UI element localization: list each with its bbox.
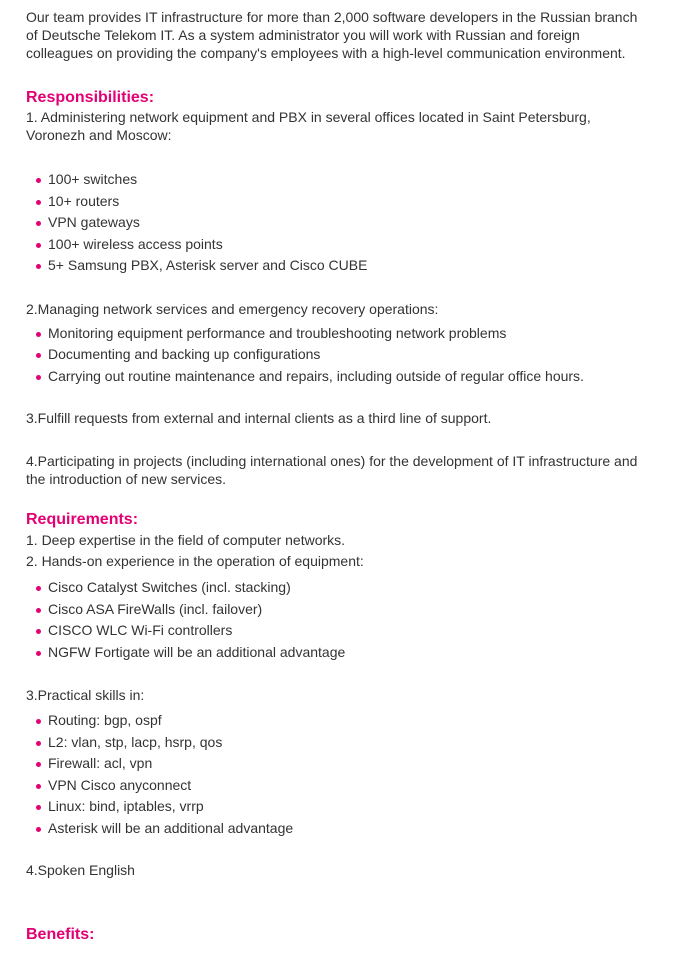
list-item: VPN Cisco anyconnect	[48, 775, 646, 797]
list-item: Documenting and backing up configurations	[48, 344, 646, 366]
responsibility-1-list	[26, 169, 646, 277]
list-item: Carrying out routine maintenance and repairs, including outside of regular office hours.	[48, 366, 646, 388]
list-item: 5+ Samsung PBX, Asterisk server and Cisco CUBE	[48, 255, 646, 277]
requirement-2: 2. Hands-on experience in the operation of equipment:	[26, 553, 364, 569]
list-item: Linux: bind, iptables, vrrp	[48, 796, 646, 818]
responsibility-1: 1. Administering network equipment and PBX in several offices located in Saint Petersburg, Voronezh and Moscow:	[26, 109, 591, 143]
list-item: 100+ wireless access points	[48, 234, 646, 256]
job-description	[26, 8, 646, 945]
list-item: Monitoring equipment performance and troubleshooting network problems	[48, 323, 646, 345]
list-item: 10+ routers	[48, 191, 646, 213]
responsibility-4: 4.Participating in projects (including international ones) for the development of IT infrastructure and the introduction of new services.	[26, 453, 638, 487]
list-item: 100+ switches	[48, 169, 646, 191]
requirement-3-list	[26, 710, 646, 839]
requirement-3: 3.Practical skills in:	[26, 687, 145, 703]
requirement-1: 1. Deep expertise in the field of computer networks.	[26, 532, 346, 548]
list-item: Firewall: acl, vpn	[48, 753, 646, 775]
list-item: CISCO WLC Wi-Fi controllers	[48, 620, 646, 642]
list-item: Routing: bgp, ospf	[48, 710, 646, 732]
responsibilities-heading: Responsibilities:	[26, 89, 155, 106]
list-item: Asterisk will be an additional advantage	[48, 818, 646, 840]
responsibility-2: 2.Managing network services and emergency recovery operations:	[26, 300, 439, 317]
requirement-2-list	[26, 577, 646, 663]
requirements-heading: Requirements:	[26, 511, 139, 528]
list-item: NGFW Fortigate will be an additional advantage	[48, 642, 646, 664]
responsibility-3: 3.Fulfill requests from external and internal clients as a third line of support.	[26, 410, 492, 426]
intro-paragraph: Our team provides IT infrastructure for more than 2,000 software developers in the Russian branch of Deutsche Telekom IT. As a system administrator you will work with Russian and foreign colleagues on providing the company's employees with a high-level communication environment.	[26, 9, 638, 61]
list-item: Cisco ASA FireWalls (incl. failover)	[48, 599, 646, 621]
requirement-4: 4.Spoken English	[26, 862, 135, 878]
list-item: L2: vlan, stp, lacp, hsrp, qos	[48, 732, 646, 754]
list-item: Cisco Catalyst Switches (incl. stacking)	[48, 577, 646, 599]
responsibility-2-list	[26, 323, 646, 388]
list-item: VPN gateways	[48, 212, 646, 234]
benefits-heading: Benefits:	[26, 926, 95, 943]
